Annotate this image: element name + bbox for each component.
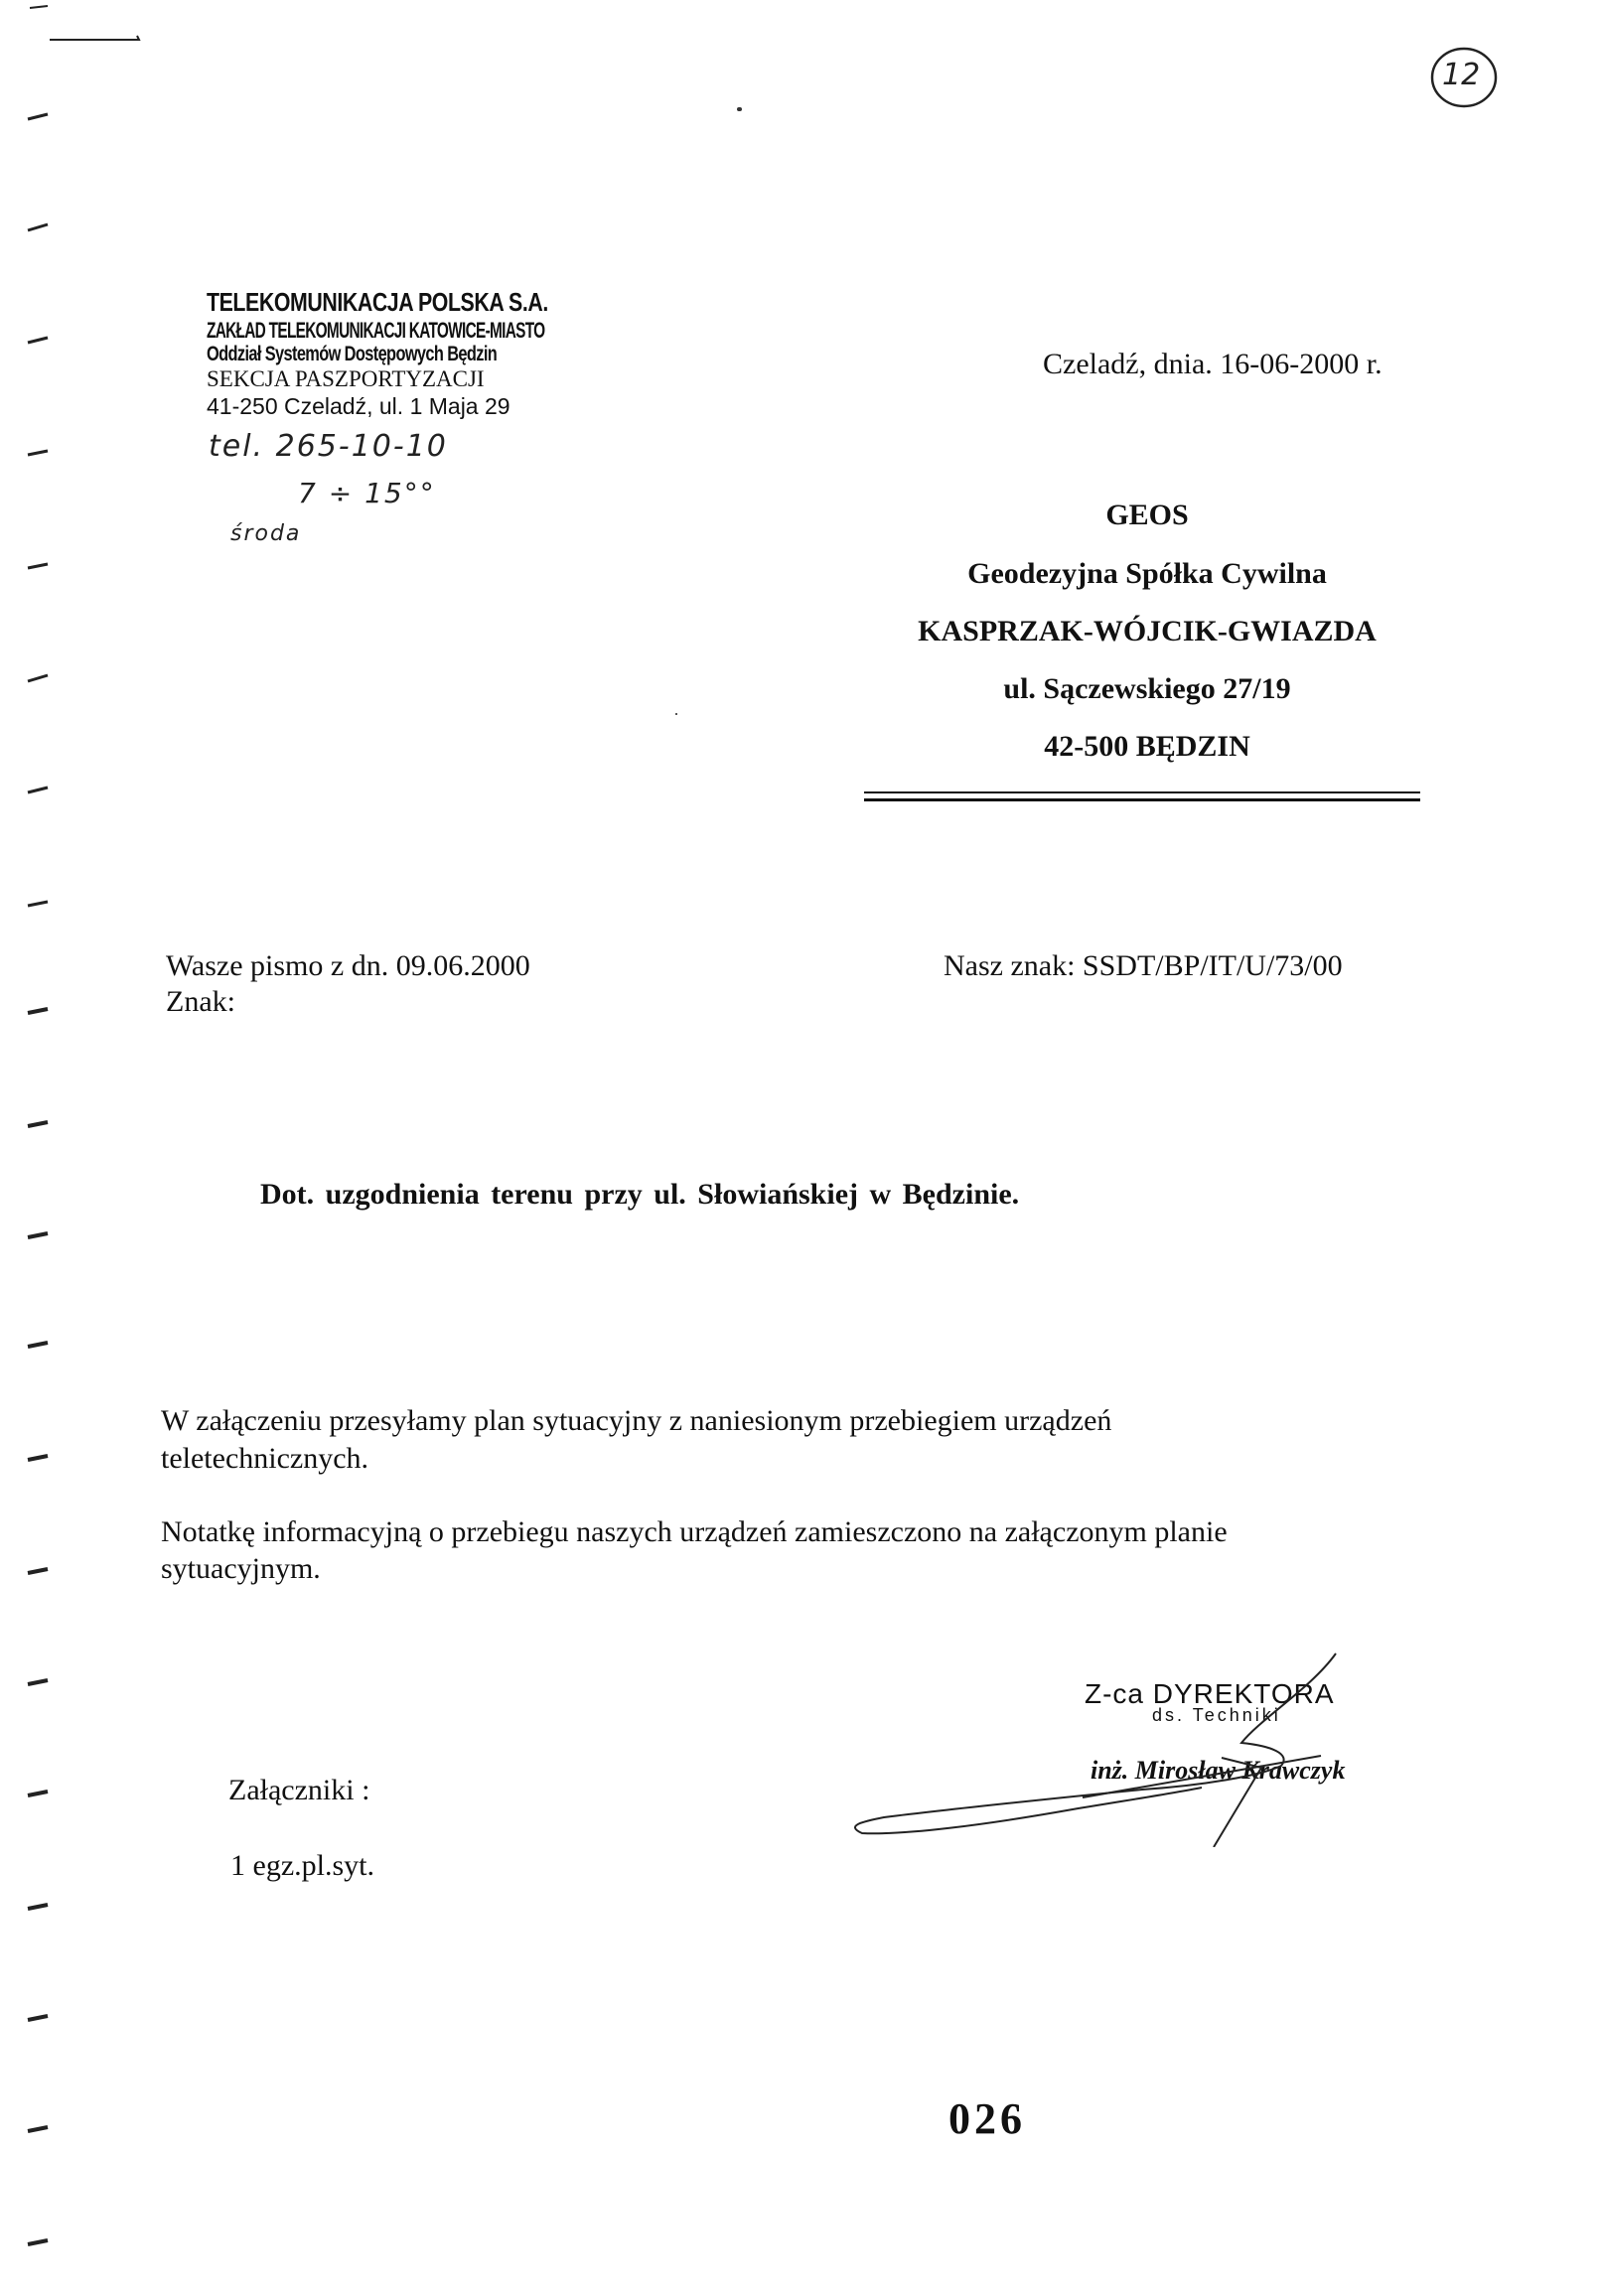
page-number: 026: [948, 2094, 1026, 2143]
sender-company: TELEKOMUNIKACJA POLSKA S.A.: [207, 287, 548, 317]
your-letter-ref: Wasze pismo z dn. 09.06.2000: [166, 949, 530, 982]
sender-division: ZAKŁAD TELEKOMUNIKACJI KATOWICE-MIASTO: [207, 317, 545, 343]
body-paragraph-1-line-1: W załączeniu przesyłamy plan sytuacyjny z naniesionym przebiegiem urządzeń: [161, 1404, 1112, 1437]
sender-department: Oddział Systemów Dostępowych Będzin: [207, 343, 498, 366]
handwritten-signature: [844, 1649, 1400, 1847]
attachments-item: 1 egz.pl.syt.: [230, 1849, 374, 1882]
attachments-label: Załączniki :: [228, 1774, 370, 1806]
sender-stamp: [207, 288, 689, 419]
handwritten-day: środa: [230, 521, 302, 546]
signature-name: inż. Mirosław Krawczyk: [1091, 1756, 1346, 1785]
circled-page-mark: [1428, 42, 1500, 113]
recipient-company: Geodezyjna Spółka Cywilna: [967, 557, 1327, 590]
body-paragraph-2-line-1: Notatkę informacyjną o przebiegu naszych urządzeń zamieszczono na załączonym planie: [161, 1515, 1228, 1548]
address-rule: [864, 791, 1420, 793]
recipient-street: ul. Sączewskiego 27/19: [1003, 672, 1291, 705]
handwritten-hours: 7 ÷ 15°°: [298, 477, 436, 509]
handwritten-phone: tel. 265-10-10: [209, 429, 448, 464]
our-sign-ref: Nasz znak: SSDT/BP/IT/U/73/00: [944, 949, 1343, 982]
signature-subtitle: ds. Techniki: [1152, 1705, 1281, 1725]
recipient-city: 42-500 BĘDZIN: [1044, 730, 1250, 763]
signature-title: Z-ca DYREKTORA: [1085, 1678, 1335, 1709]
place-date: Czeladź, dnia. 16-06-2000 r.: [1043, 348, 1383, 380]
your-sign-ref: Znak:: [166, 985, 235, 1018]
scan-dot: [737, 107, 742, 111]
body-paragraph-2-line-2: sytuacyjnym.: [161, 1552, 321, 1585]
scan-dot: [675, 713, 677, 715]
page-mark-text: 12: [1442, 58, 1481, 92]
sender-address: 41-250 Czeladź, ul. 1 Maja 29: [207, 392, 510, 419]
recipient-name: GEOS: [1105, 499, 1189, 531]
recipient-partners: KASPRZAK-WÓJCIK-GWIAZDA: [918, 615, 1377, 647]
sender-section: SEKCJA PASZPORTYZACJI: [207, 366, 485, 392]
body-paragraph-1-line-2: teletechnicznych.: [161, 1442, 369, 1475]
subject-line: Dot. uzgodnienia terenu przy ul. Słowiańskiej w Będzinie.: [260, 1178, 1020, 1211]
scan-artifacts: [0, 0, 159, 2296]
address-rule: [864, 798, 1420, 801]
